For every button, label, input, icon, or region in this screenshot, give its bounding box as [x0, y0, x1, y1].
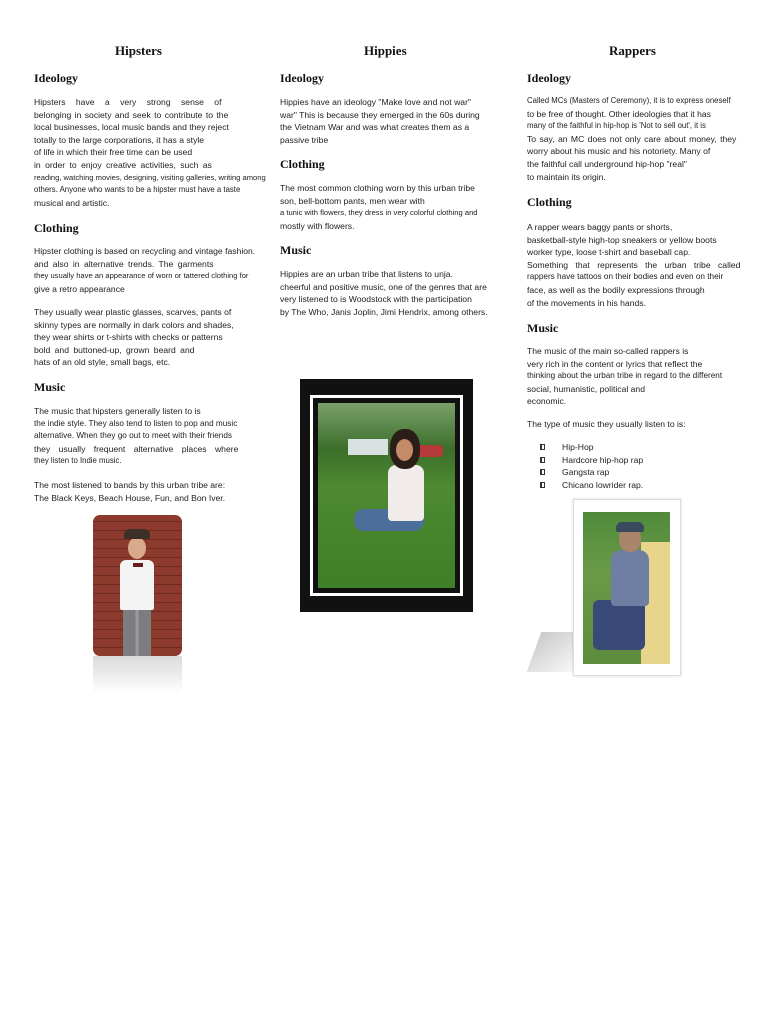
rappers-ideology-heading: Ideology: [527, 71, 572, 85]
hipster-boy-photo: [93, 515, 182, 656]
text-line: social, humanistic, political and: [527, 383, 645, 394]
text-line: The Black Keys, Beach House, Fun, and Bon Iver.: [34, 492, 226, 503]
text-line: to be free of thought. Other ideologies that it has: [527, 108, 711, 119]
text-line: they wear shirts or t-shirts with checks or patterns: [34, 332, 223, 343]
text-line: to maintain its origin.: [527, 171, 606, 182]
text-line: cheerful and positive music, one of the genres that are: [280, 281, 487, 292]
text-line: hats of an old style, small bags, etc.: [34, 357, 171, 368]
text-line: To say, an MC does not only care about money, they: [527, 133, 737, 144]
text-line: they usually have an appearance of worn or tattered clothing for: [34, 271, 249, 281]
text-line: passive tribe: [280, 134, 329, 145]
text-line: musical and artistic.: [34, 197, 110, 208]
text-line: very rich in the content or lyrics that reflect the: [527, 358, 703, 369]
genre-label: Hip-Hop: [562, 442, 594, 452]
hipsters-music-heading: Music: [34, 380, 66, 394]
rappers-title: Rappers: [609, 43, 656, 58]
rappers-genre-list: [540, 441, 643, 491]
hippies-ideology-text: [280, 96, 500, 146]
text-line: the indie style. They also tend to listen to pop and music: [34, 418, 238, 428]
text-line: war" This is because they emerged in the 60s during: [280, 109, 480, 120]
photo-border: [313, 398, 460, 593]
text-line: local businesses, local music bands and they reject: [34, 122, 229, 133]
photo-detail: [611, 550, 649, 606]
rappers-music-heading: Music: [527, 321, 559, 335]
text-line: Hipsters have a very strong sense of: [34, 97, 222, 107]
rappers-ideology-text: [527, 95, 752, 183]
text-line: belonging in society and seek to contribute to the: [34, 109, 229, 120]
text-line: the faithful call underground hip-hop "real": [527, 158, 687, 169]
rappers-clothing-heading: Clothing: [527, 195, 572, 209]
text-line: worry about his music and his notoriety. Many of: [527, 146, 711, 157]
hipsters-ideology-heading: Ideology: [34, 71, 79, 85]
hippies-title: Hippies: [364, 43, 407, 58]
rappers-music-text-1: [527, 345, 752, 408]
text-line: The most listened to bands by this urban tribe are:: [34, 480, 226, 490]
genre-label: Chicano lowrider rap.: [562, 479, 644, 490]
text-line: Called MCs (Masters of Ceremony), it is to express oneself: [527, 96, 731, 105]
genre-label: Hardcore hip-hop rap: [562, 454, 644, 465]
text-line: the Vietnam War and was what creates them as a: [280, 122, 470, 133]
text-line: reading, watching movies, designing, visiting galleries, writing among: [34, 172, 266, 182]
text-line: economic.: [527, 396, 567, 407]
text-line: of the movements in his hands.: [527, 297, 646, 308]
rappers-music-text-2: [527, 418, 752, 431]
hippies-music-text: [280, 268, 500, 318]
photo-detail: [396, 439, 413, 461]
text-line: Something that represents the urban tribe called: [527, 259, 741, 270]
text-line: Hippies are an urban tribe that listens to unja.: [280, 269, 453, 279]
hippies-music-heading: Music: [280, 243, 312, 257]
list-item: [540, 466, 643, 479]
photo-reflection: [93, 656, 182, 694]
photo-detail: [348, 439, 388, 455]
hippies-clothing-text: [280, 182, 500, 232]
text-line: Hippies have an ideology "Make love and not war": [280, 97, 471, 107]
list-item: [540, 441, 643, 454]
hippie-girl-photo: [318, 403, 455, 588]
hipsters-ideology-text: [34, 96, 274, 209]
text-line: The type of music they usually listen to is:: [527, 419, 686, 429]
hipsters-music-text-2: [34, 479, 274, 504]
hipsters-clothing-text-1: [34, 245, 274, 295]
text-line: others. Anyone who wants to be a hipster must have a taste: [34, 185, 241, 195]
hipsters-clothing-heading: Clothing: [34, 221, 79, 235]
text-line: rappers have tattoos on their bodies and even on their: [527, 272, 724, 282]
text-line: thinking about the urban tribe in regard to the different: [527, 371, 723, 381]
hipsters-clothing-text-2: [34, 306, 274, 369]
text-line: they listen to Indie music.: [34, 456, 122, 466]
text-line: and also in alternative trends. The garments: [34, 258, 214, 269]
photo-detail: [120, 560, 154, 610]
photo-detail: [593, 600, 645, 650]
text-line: of life in which their free time can be used: [34, 147, 193, 158]
text-line: A rapper wears baggy pants or shorts,: [527, 222, 673, 232]
text-line: totally to the large corporations, it has a style: [34, 134, 205, 145]
text-line: The music of the main so-called rappers is: [527, 346, 689, 356]
text-line: give a retro appearance: [34, 283, 125, 294]
photo-detail: [388, 465, 424, 521]
text-line: very listened to is Woodstock with the participation: [280, 294, 472, 305]
photo-detail: [123, 608, 151, 656]
text-line: worker type, loose t-shirt and baseball cap.: [527, 247, 691, 258]
text-line: basketball-style high-top sneakers or yellow boots: [527, 234, 717, 245]
list-item: [540, 454, 643, 467]
text-line: face, as well as the bodily expressions through: [527, 284, 705, 295]
bullet-icon: [540, 469, 545, 475]
rappers-clothing-text: [527, 221, 752, 309]
text-line: mostly with flowers.: [280, 220, 355, 231]
list-item: [540, 479, 643, 492]
hippies-ideology-heading: Ideology: [280, 71, 325, 85]
text-line: skinny types are normally in dark colors and shades,: [34, 319, 234, 330]
text-line: in order to enjoy creative activities, such as: [34, 159, 212, 170]
text-line: son, bell-bottom pants, men wear with: [280, 195, 425, 206]
text-line: The most common clothing worn by this urban tribe: [280, 183, 475, 193]
bullet-icon: [540, 457, 545, 463]
text-line: a tunic with flowers, they dress in very colorful clothing and: [280, 208, 478, 218]
hipsters-music-text-1: [34, 405, 274, 468]
bullet-icon: [540, 444, 545, 450]
text-line: bold and buttoned-up, grown beard and: [34, 344, 195, 355]
hippie-girl-photo-frame: [300, 379, 473, 612]
hippies-clothing-heading: Clothing: [280, 157, 325, 171]
text-line: they usually frequent alternative places where: [34, 443, 239, 454]
bullet-icon: [540, 482, 545, 488]
text-line: by The Who, Janis Joplin, Jimi Hendrix, among others.: [280, 306, 488, 317]
photo-detail: [128, 537, 146, 559]
text-line: They usually wear plastic glasses, scarves, pants of: [34, 307, 232, 317]
text-line: alternative. When they go out to meet with their friends: [34, 431, 232, 441]
text-line: The music that hipsters generally listen to is: [34, 406, 201, 416]
photo-detail: [133, 563, 143, 567]
photo-detail: [616, 522, 644, 532]
text-line: many of the faithful in hip-hop is 'Not to sell out', it is: [527, 121, 706, 131]
rapper-photo-frame: [573, 499, 681, 676]
rapper-photo: [583, 512, 670, 664]
photo-detail: [124, 529, 150, 539]
text-line: Hipster clothing is based on recycling and vintage fashion.: [34, 246, 256, 256]
hipsters-title: Hipsters: [115, 43, 162, 58]
genre-label: Gangsta rap: [562, 467, 610, 478]
photo-mat: [310, 395, 463, 596]
